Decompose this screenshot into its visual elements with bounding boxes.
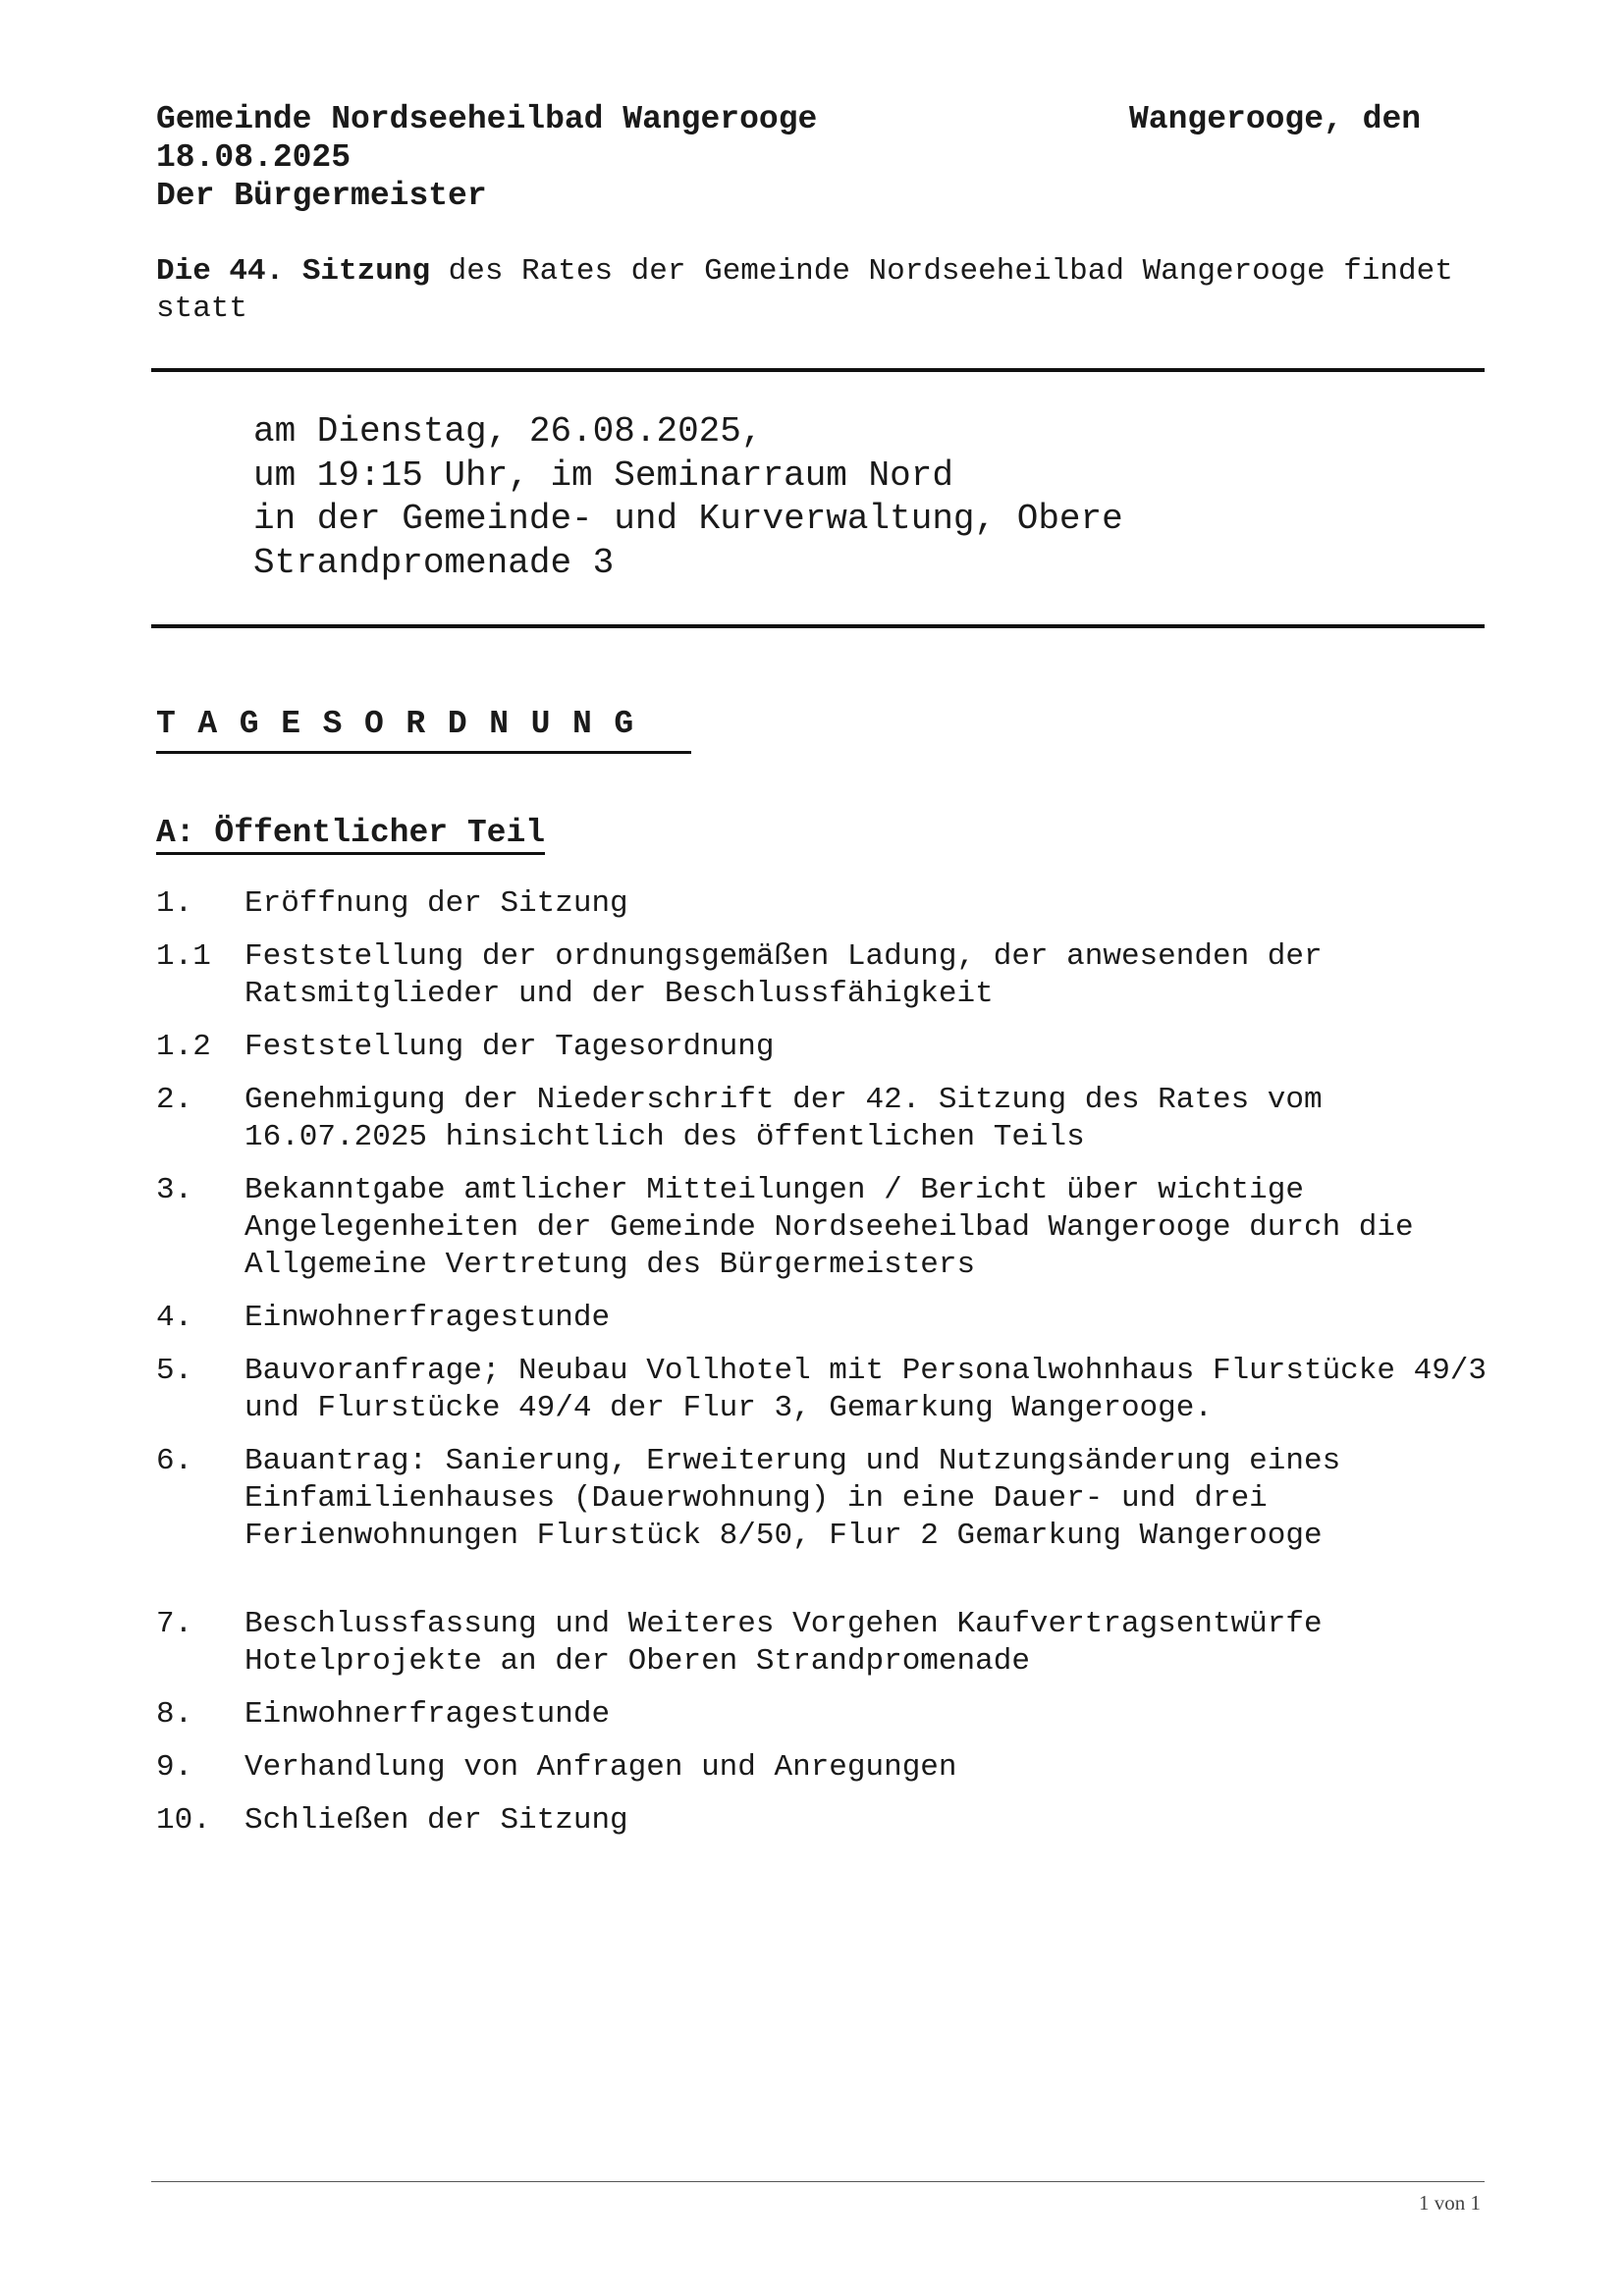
agenda-item [156, 1300, 1491, 1337]
agenda-item [156, 938, 1491, 1013]
meeting-date: am Dienstag, 26.08.2025, [253, 411, 763, 452]
agenda-item-number: 10. [156, 1803, 211, 1838]
agenda-item-text: Bekanntgabe amtlicher Mitteilungen / Bericht über wichtige Angelegenheiten der Gemeinde Nordseeheilbad Wangerooge durch die Allgemeine Vertretung des Bürgermeisters [244, 1173, 1414, 1282]
bottom-divider [151, 624, 1485, 628]
agenda-item-text: Eröffnung der Sitzung [244, 886, 628, 921]
agenda-item [156, 1606, 1491, 1681]
agenda-item [156, 1749, 1491, 1787]
agenda-item-number: 2. [156, 1083, 193, 1117]
agenda-item-number: 4. [156, 1301, 193, 1335]
meeting-details [253, 410, 1123, 585]
agenda-item-number: 7. [156, 1607, 193, 1641]
session-number: Die 44. Sitzung [156, 254, 431, 289]
meeting-address: Strandpromenade 3 [253, 542, 615, 583]
agenda-item-number: 3. [156, 1173, 193, 1207]
meeting-time-room: um 19:15 Uhr, im Seminarraum Nord [253, 454, 953, 496]
agenda-item [156, 1802, 1491, 1840]
letter-date: 18.08.2025 [156, 139, 352, 176]
agenda-gap [156, 1571, 1491, 1606]
agenda-item [156, 1082, 1491, 1156]
agenda-item-number: 1.1 [156, 939, 211, 974]
meeting-venue: in der Gemeinde- und Kurverwaltung, Obere [253, 499, 1123, 539]
sender-role: Der Bürgermeister [156, 178, 487, 214]
agenda-item-text: Einwohnerfragestunde [244, 1697, 611, 1732]
intro-text [156, 253, 1482, 328]
agenda-item-text: Verhandlung von Anfragen und Anregungen [244, 1750, 957, 1785]
footer-divider [151, 2181, 1485, 2182]
agenda-item-text: Schließen der Sitzung [244, 1803, 628, 1838]
agenda-item-number: 1. [156, 886, 193, 921]
agenda-item-number: 9. [156, 1750, 193, 1785]
agenda-item [156, 885, 1491, 923]
org-name: Gemeinde Nordseeheilbad Wangerooge [156, 101, 818, 137]
agenda-item-text: Bauantrag: Sanierung, Erweiterung und Nutzungsänderung eines Einfamilienhauses (Dauerwohnung) in eine Dauer- und drei Ferienwohnungen Flurstück 8/50, Flur 2 Gemarkung Wangerooge [244, 1444, 1341, 1553]
page-number: 1 von 1 [1419, 2191, 1481, 2215]
intro-rest: des Rates der Gemeinde Nordseeheilbad Wangerooge findet statt [156, 254, 1453, 326]
agenda-item [156, 1172, 1491, 1284]
agenda-item-text: Feststellung der ordnungsgemäßen Ladung, der anwesenden der Ratsmitglieder und der Beschlussfähigkeit [244, 939, 1323, 1011]
place-date-label: Wangerooge, den [1129, 101, 1422, 137]
agenda-item-text: Beschlussfassung und Weiteres Vorgehen Kaufvertragsentwürfe Hotelprojekte an der Oberen Strandpromenade [244, 1607, 1323, 1679]
agenda-item-text: Bauvoranfrage; Neubau Vollhotel mit Personalwohnhaus Flurstücke 49/3 und Flurstücke 49/4 der Flur 3, Gemarkung Wangerooge. [244, 1354, 1488, 1425]
agenda-heading [156, 705, 691, 754]
agenda-item-number: 5. [156, 1354, 193, 1388]
agenda-item-number: 6. [156, 1444, 193, 1478]
agenda-item [156, 1696, 1491, 1734]
agenda-item-number: 1.2 [156, 1030, 211, 1064]
agenda-title: TAGESORDNUNG [156, 706, 656, 742]
agenda-item [156, 1029, 1491, 1066]
agenda-list [156, 885, 1491, 1855]
agenda-item-text: Einwohnerfragestunde [244, 1301, 611, 1335]
agenda-item-number: 8. [156, 1697, 193, 1732]
top-divider [151, 368, 1485, 372]
agenda-item-text: Feststellung der Tagesordnung [244, 1030, 775, 1064]
agenda-item-text: Genehmigung der Niederschrift der 42. Sitzung des Rates vom 16.07.2025 hinsichtlich des öffentlichen Teils [244, 1083, 1323, 1154]
agenda-item [156, 1353, 1491, 1427]
section-title: A: Öffentlicher Teil [156, 815, 545, 855]
agenda-item [156, 1443, 1491, 1555]
